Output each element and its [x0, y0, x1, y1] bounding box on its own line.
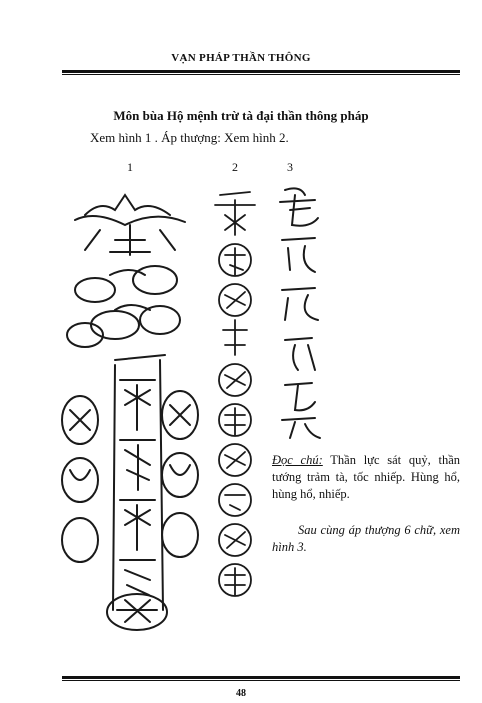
talisman-figure-1 — [55, 180, 205, 635]
talisman-figure-3 — [270, 180, 330, 440]
final-instruction: Sau cùng áp thượng 6 chữ, xem hình 3. — [272, 523, 460, 554]
chant-label: Đọc chú: — [272, 453, 323, 467]
footer-rule — [62, 676, 460, 679]
header-rule-thin — [62, 74, 460, 75]
header-rule — [62, 70, 460, 73]
running-header: VẠN PHÁP THẦN THÔNG — [171, 52, 311, 64]
section-title: Môn bùa Hộ mệnh trừ tà đại thần thông pháp — [113, 108, 369, 123]
figure-number-3: 3 — [287, 160, 293, 174]
footer-rule-thin — [62, 680, 460, 681]
figure-number-1: 1 — [127, 160, 133, 174]
section-subtitle: Xem hình 1 . Áp thượng: Xem hình 2. — [90, 130, 289, 145]
chant-note — [272, 452, 460, 503]
page-number: 48 — [236, 688, 246, 699]
figure-number-2: 2 — [232, 160, 238, 174]
talisman-figure-2 — [205, 180, 265, 620]
chant-text: Thần lực sát quỷ, thần tướng trảm tà, tốc nhiếp. Hùng hổ, hùng hổ, nhiếp. — [272, 453, 460, 501]
